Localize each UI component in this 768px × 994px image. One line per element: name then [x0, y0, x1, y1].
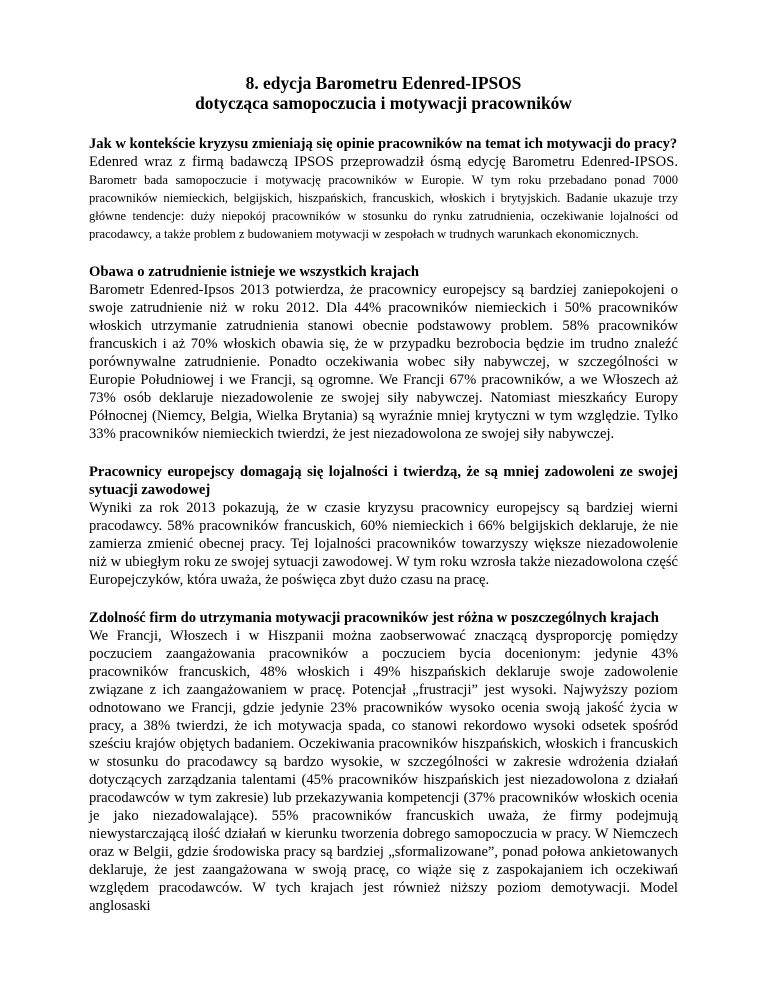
section-heading: Jak w kontekście kryzysu zmieniają się opinie pracowników na temat ich motywacji do pracy?: [89, 136, 678, 152]
title-line-2: dotycząca samopoczucia i motywacji pracowników: [195, 93, 572, 113]
section-loyalty: [89, 463, 678, 589]
section-body: [89, 153, 678, 243]
title-line-1: 8. edycja Barometru Edenred-IPSOS: [245, 73, 522, 93]
section-heading: Zdolność firm do utrzymania motywacji pracowników jest różna w poszczególnych krajach: [89, 610, 659, 626]
section-body: Barometr Edenred-Ipsos 2013 potwierdza, że pracownicy europejscy są bardziej zaniepokojeni o swoje zatrudnienie niż w roku 2012. Dla 44% pracowników niemieckich i 50% pracowników włoskich utrzymanie zatrudnienia stanowi obecnie podstawowy problem. 58% pracowników francuskich i aż 70% włoskich obawia się, że w przypadku bezrobocia będzie im trudno znaleźć porównywalne zatrudnienie. Ponadto oczekiwania wobec siły nabywczej, w szczególności w Europie Południowej i we Francji, są ogromne. We Francji 67% pracowników, a we Włoszech aż 73% osób deklaruje niezadowolenie ze swojej siły nabywczej. Natomiast mieszkańcy Europy Północnej (Niemcy, Belgia, Wielka Brytania) są wyraźnie mniej krytyczni w tym względzie. Tylko 33% pracowników niemieckich twierdzi, że jest niezadowolona ze swojej siły nabywczej.: [89, 282, 678, 442]
section-body: Wyniki za rok 2013 pokazują, że w czasie kryzysu pracownicy europejscy są bardziej wierni pracodawcy. 58% pracowników francuskich, 60% niemieckich i 66% belgijskich deklaruje, że nie zamierza zmienić obecnej pracy. Tej lojalności pracowników towarzyszy większe niezadowolenie niż w ubiegłym roku ze swojej sytuacji zawodowej. W tym roku wzrosła także niezadowolona część Europejczyków, która uważa, że poświęca zbyt dużo czasu na pracę.: [89, 500, 678, 588]
section-heading: Obawa o zatrudnienie istnieje we wszystkich krajach: [89, 264, 419, 280]
section-company-motivation: [89, 609, 678, 915]
section-motivation-crisis: [89, 135, 678, 243]
section-body-lead: Edenred wraz z firmą badawczą IPSOS przeprowadził ósmą edycję Barometru Edenred-IPSOS.: [89, 154, 678, 170]
section-body-small: Barometr bada samopoczucie i motywację pracowników w Europie. W tym roku przebadano ponad 7000 pracowników niemieckich, belgijskich, hiszpańskich, francuskich, włoskich i brytyjskich. Badanie ukazuje trzy główne tendencje: duży niepokój pracowników w stosunku do rynku zatrudnienia, oczekiwanie lojalności od pracodawcy, a także problem z budowaniem motywacji w zespołach w trudnych warunkach ekonomicznych.: [89, 173, 678, 241]
section-employment-concern: [89, 263, 678, 443]
document-title: [89, 73, 678, 113]
section-body: We Francji, Włoszech i w Hiszpanii można zaobserwować znaczącą dysproporcję pomiędzy poczuciem zaangażowania pracowników a poczuciem bycia docenionym: jedynie 43% pracowników francuskich, 48% włoskich i 49% hiszpańskich deklaruje swoje zadowolenie związane z ich zaangażowaniem w pracę. Potencjał „frustracji” jest wysoki. Najwyższy poziom odnotowano we Francji, gdzie jedynie 23% pracowników wysoko ocenia swoją jakość życia w pracy, a 38% twierdzi, że ich motywacja spada, co stanowi rekordowo wysoki odsetek spośród sześciu krajów objętych badaniem. Oczekiwania pracowników hiszpańskich, włoskich i francuskich w stosunku do pracodawcy są bardzo wysokie, w szczególności w zakresie wdrożenia działań dotyczących zarządzania talentami (45% pracowników hiszpańskich jest niezadowolona z działań pracodawców w tym zakresie) lub przekazywania kompetencji (37% pracowników włoskich ocenia je jako niezadowalające). 55% pracowników francuskich uważa, że firmy podejmują niewystarczającą ilość działań w kierunku tworzenia dobrego samopoczucia w pracy. W Niemczech oraz w Belgii, gdzie środowiska pracy są bardziej „sformalizowane”, ponad połowa ankietowanych deklaruje, że jest zaangażowana w swoją pracę, co wiąże się z zaspokajaniem ich oczekiwań względem pracodawców. W tych krajach jest również niższy poziom demotywacji. Model anglosaski: [89, 628, 678, 914]
section-heading: Pracownicy europejscy domagają się lojalności i twierdzą, że są mniej zadowoleni ze swojej sytuacji zawodowej: [89, 464, 678, 498]
